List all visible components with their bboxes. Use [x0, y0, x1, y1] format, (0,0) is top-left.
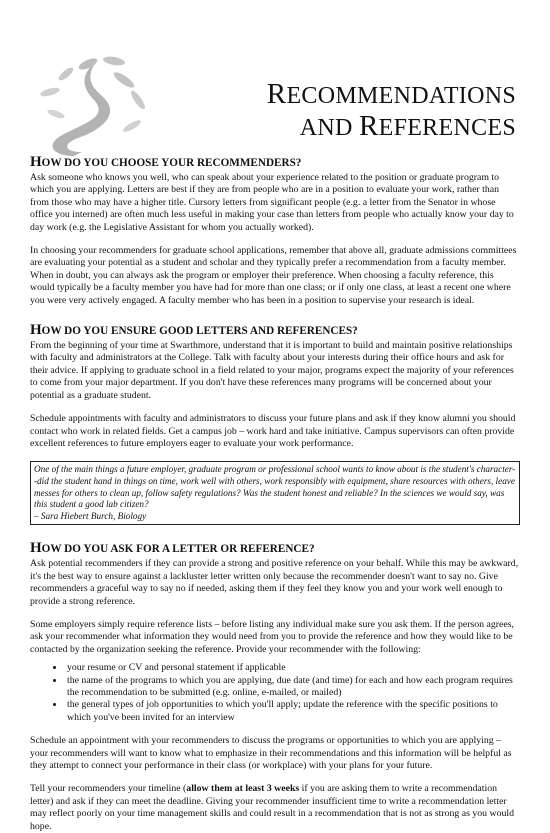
quote-attribution: – Sara Hiebert Burch, Biology	[34, 510, 147, 521]
section-heading-ensure-good-letters: HOW DO YOU ENSURE GOOD LETTERS AND REFERENCES?	[30, 322, 358, 339]
paragraph: Some employers simply require reference lists – before listing any individual make sure you ask them. If the person agrees, ask your recommender what information they would need from you to provide the reference and how they would like to be contacted by the organization seeking the reference. Provide your recommender with the following:	[30, 618, 514, 655]
paragraph: Ask someone who knows you well, who can speak about your experience related to the position or graduate program to which you are applying. Letters are best if they are from people who are in a position to evaluate your work, rather than from those who may have a higher title. Cursory letters from significant people (e.g. a letter from the Senator in whose office you interned) are often much less useful in making your case than letters from people who actually know your day to day work (e.g. the Legislative Assistant for whom you actually worked).	[30, 172, 514, 233]
quote-box	[30, 461, 520, 525]
paragraph: From the beginning of your time at Swarthmore, understand that it is important to build and maintain positive relationships with faculty and administrators at the College. Talk with faculty about your interests during their office hours and ask for their advice. If applying to graduate school in a field related to your major, programs expect the majority of your references to come from your major department. If you don't have these references many programs will be concerned about your potential as a graduate student.	[30, 340, 514, 401]
list-item: • your resume or CV and personal statement if applicable	[65, 662, 520, 674]
paragraph: In choosing your recommenders for graduate school applications, remember that above all, graduate admissions committees are evaluating your potential as a student and scholar and they typically prefer a recommendation from a faculty member. When in doubt, you can always ask the program or employer their preference. When choosing a faculty reference, this would typically be a faculty member you have had for more than one class; or if only one class, at least a recent one where you were very actively engaged. A faculty member who has been in a position to supervise your research is ideal.	[30, 245, 517, 306]
page-title-line-1: RECOMMENDATIONS	[266, 78, 516, 110]
leaf-swoosh-icon	[16, 52, 168, 162]
paragraph: Schedule appointments with faculty and administrators to discuss your future plans and ask if they know alumni you should contact who work in related fields. Get a campus job – work hard and take initiative. Campus supervisors can often provide excellent references to future employers eager to evaluate your work performance.	[30, 413, 516, 449]
paragraph: Schedule an appointment with your recommenders to discuss the programs or opportunities to which you are applying – your recommenders will want to know what to emphasize in their recommendations and this information will be helpful as they attempt to connect your performance in their class (or workplace) with your plans for your future.	[30, 735, 512, 771]
section-heading-ask-for-letter: HOW DO YOU ASK FOR A LETTER OR REFERENCE?	[30, 540, 315, 557]
timeline-emphasis: allow them at least 3 weeks	[186, 783, 300, 795]
document-body	[30, 153, 520, 833]
quote-text: One of the main things a future employer, graduate program or professional school wants to know about is the student's character--did the student hand in things on time, work well with others, work responsibly with equipment, share resources with others, leave messes for others to clean up, follow safety regulations? Was the student honest and reliable? In the sciences we would say, was this student a good lab citizen?	[34, 464, 516, 510]
section-heading-choose-recommenders: HOW DO YOU CHOOSE YOUR RECOMMENDERS?	[30, 154, 302, 170]
provide-list	[30, 662, 520, 724]
page-title-line-2: AND REFERENCES	[299, 110, 516, 142]
list-item: • the name of the programs to which you are applying, due date (and time) for each and how each program requires the recommendation to be submitted (e.g. online, e-mailed, or mailed)	[65, 675, 520, 700]
paragraph-timeline: Tell your recommenders your timeline (allow them at least 3 weeks if you are asking them to write a recommendation letter) and ask if they can meet the deadline. Giving your recommender insufficient time to write a recommendation letter may reflect poorly on your time management skills and could result in a recommendation that is not as strong as you would hope.	[30, 783, 515, 832]
list-item: • the general types of job opportunities to which you'll apply; update the reference with the specific positions to which you've been invited for an interview	[65, 699, 520, 724]
paragraph: Ask potential recommenders if they can provide a strong and positive reference on your behalf. While this may be awkward, it's the best way to ensure against a lackluster letter written only because the recommender doesn't want to say no. Give recommenders a graceful way to say no if needed, asking them if they feel they know you and your work well enough to provide a strong reference.	[30, 558, 519, 607]
